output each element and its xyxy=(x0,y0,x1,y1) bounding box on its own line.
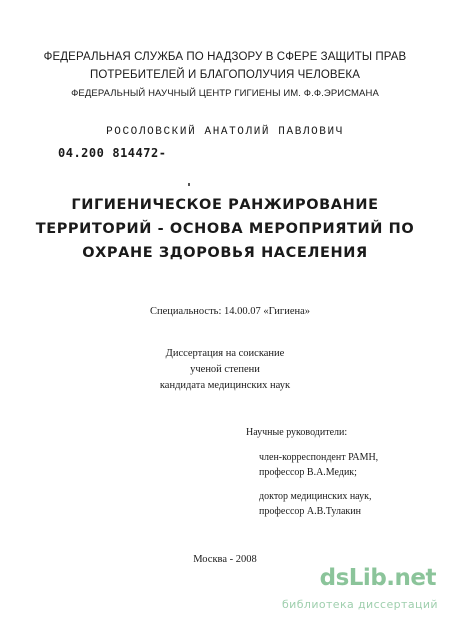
degree-line-2: ученой степени xyxy=(190,364,260,375)
org-line-1: ФЕДЕРАЛЬНАЯ СЛУЖБА ПО НАДЗОРУ В СФЕРЕ ЗАЩИТЫ ПРАВ xyxy=(43,51,407,63)
org-line-2: ПОТРЕБИТЕЛЕЙ И БЛАГОПОЛУЧИЯ ЧЕЛОВЕКА xyxy=(89,69,360,81)
library-stamp xyxy=(58,146,166,160)
supervisors-heading: Научные руководители: xyxy=(246,427,348,438)
supervisor-2-name: профессор А.В.Тулакин xyxy=(259,506,361,517)
watermark-logo: dsLib.net xyxy=(319,565,436,591)
stamp-code-1: 04.200 xyxy=(58,146,105,160)
title-line-3: ОХРАНЕ ЗДОРОВЬЯ НАСЕЛЕНИЯ xyxy=(82,245,368,261)
supervisor-1-title: член-корреспондент РАМН, xyxy=(259,452,379,463)
specialty: Специальность: 14.00.07 «Гигиена» xyxy=(150,306,311,317)
degree-line-1: Диссертация на соискание xyxy=(165,348,285,359)
scan-mark xyxy=(188,183,190,186)
title-line-1: ГИГИЕНИЧЕСКОЕ РАНЖИРОВАНИЕ xyxy=(71,197,379,213)
org-line-3: ФЕДЕРАЛЬНЫЙ НАУЧНЫЙ ЦЕНТР ГИГИЕНЫ ИМ. Ф.Ф.ЭРИСМАНА xyxy=(71,88,379,99)
supervisor-1-name: профессор В.А.Медик; xyxy=(259,467,357,478)
place-year: Москва - 2008 xyxy=(193,554,257,565)
watermark-subtitle: библиотека диссертаций xyxy=(281,598,438,611)
title-line-2: ТЕРРИТОРИЙ - ОСНОВА МЕРОПРИЯТИЙ ПО xyxy=(35,221,415,237)
watermark xyxy=(286,565,436,591)
supervisor-2-title: доктор медицинских наук, xyxy=(259,491,372,502)
author-name: РОСОЛОВСКИЙ АНАТОЛИЙ ПАВЛОВИЧ xyxy=(106,126,344,138)
stamp-code-2: 814472- xyxy=(112,146,167,160)
degree-line-3: кандидата медицинских наук xyxy=(159,380,291,391)
